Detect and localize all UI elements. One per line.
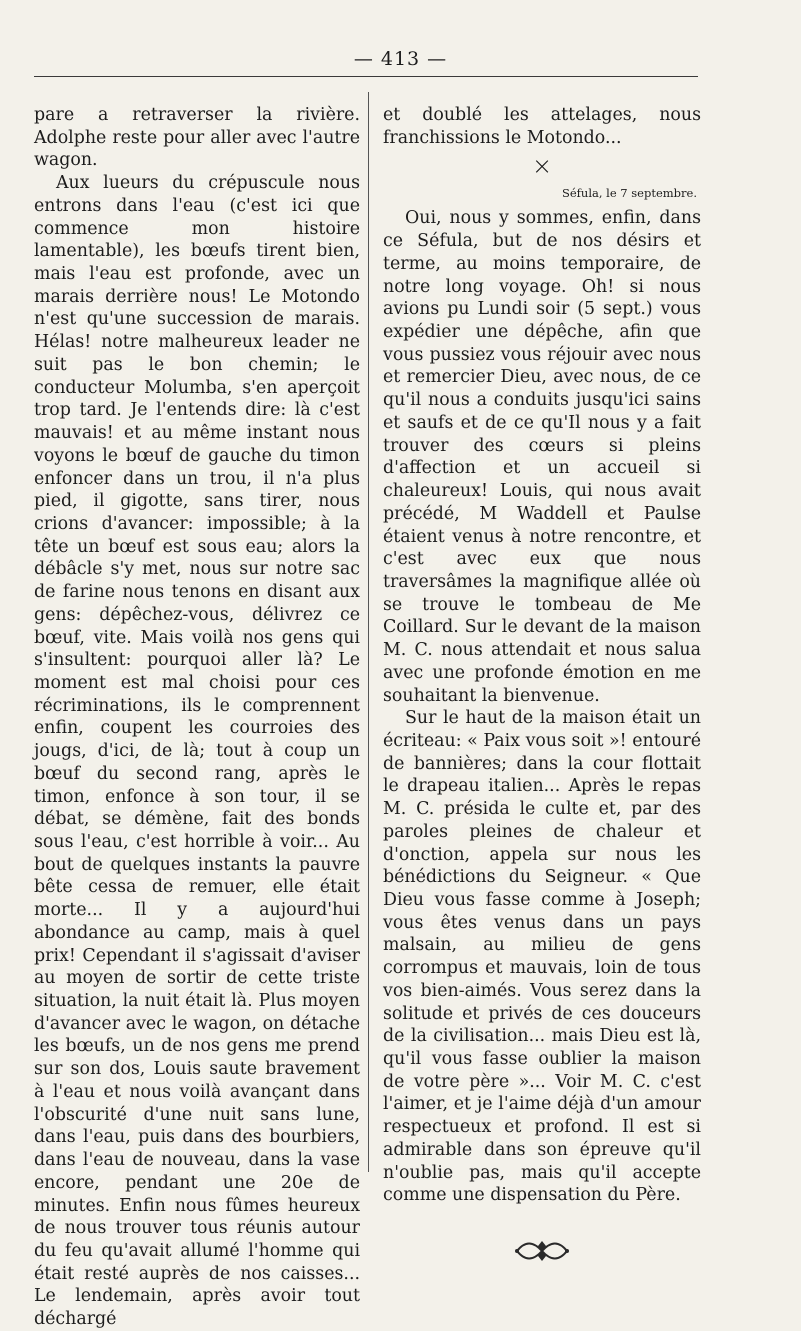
- paragraph: Oui, nous y sommes, enfin, dans ce Séfula, but de nos désirs et terme, au moins temporaire, de notre long voyage. Oh! si nous avions pu Lundi soir (5 sept.) vous expédier une dépêche, afin que vous pussiez vous réjouir avec nous et remercier Dieu, avec nous, de ce qu'il nous a conduits jusqu'ici sains et saufs et de ce qu'Il nous y a fait trouver des cœurs si pleins d'affection et un accueil si chaleureux! Louis, qui nous avait précédé, M Waddell et Paulse étaient venus à notre rencontre, et c'est avec eux que nous traversâmes la magnifique allée où se trouve le tombeau de Me Coillard. Sur le devant de la maison M. C. nous attendait et nous salua avec une profonde émotion en me souhaitant la bienvenue.: [383, 208, 701, 706]
- paragraph: pare a retraverser la rivière. Adolphe reste pour aller avec l'autre wagon.: [34, 105, 360, 171]
- left-column: [34, 104, 360, 1331]
- paragraph: et doublé les attelages, nous franchissions le Motondo...: [383, 105, 701, 148]
- page-number: — 413 —: [353, 48, 448, 70]
- paragraph: Aux lueurs du crépuscule nous entrons dans l'eau (c'est ici que commence mon histoire lamentable), les bœufs tirent bien, mais l'eau est profonde, avec un marais derrière nous! Le Motondo n'est qu'une succession de marais. Hélas! notre malheureux leader ne suit pas le bon chemin; le conducteur Molumba, s'en aperçoit trop tard. Je l'entends dire: là c'est mauvais! et au même instant nous voyons le bœuf de gauche du timon enfoncer dans un trou, il n'a plus pied, il gigotte, sans tirer, nous crions d'avancer: impossible; à la tête un bœuf est sous eau; alors la débâcle s'y met, nous sur notre sac de farine nous tenons en disant aux gens: dépêchez-vous, délivrez ce bœuf, vite. Mais voilà nos gens qui s'insultent: pourquoi aller là? Le moment est mal choisi pour ces récriminations, ils le comprennent enfin, coupent les courroies des jougs, d'ici, de là; tout à coup un bœuf du second rang, après le timon, enfonce à son tour, il se débat, se démène, fait des bonds sous l'eau, c'est horrible à voir... Au bout de quelques instants la pauvre bête cessa de remuer, elle était morte... Il y a aujourd'hui abondance au camp, mais à quel prix! Cependant il s'agissait d'aviser au moyen de sortir de cette triste situation, la nuit était là. Plus moyen d'avancer avec le wagon, on détache les bœufs, un de nos gens me prend sur son dos, Louis saute bravement à l'eau et nous voilà avançant dans l'obscurité d'une nuit sans lune, dans l'eau, puis dans des bourbiers, dans l'eau de nouveau, dans la vase encore, pendant une 20e de minutes. Enfin nous fûmes heureux de nous trouver tous réunis autour du feu qu'avait allumé l'homme qui était resté auprès de nos caisses... Le lendemain, après avoir tout déchargé: [34, 173, 360, 1330]
- section-separator: ×: [531, 152, 553, 181]
- column-divider: [368, 92, 369, 1172]
- fleuron-ornament-icon: [383, 1237, 701, 1267]
- dateline: Séfula, le 7 septembre.: [561, 186, 697, 201]
- right-column: [383, 104, 701, 1267]
- header-rule: [34, 76, 698, 77]
- paragraph: Sur le haut de la maison était un écriteau: « Paix vous soit »! entouré de bannières; dans la cour flottait le drapeau italien... Après le repas M. C. présida le culte et, par des paroles pleines de chaleur et d'onction, appela sur nous les bénédictions du Seigneur. « Que Dieu vous fasse comme à Joseph; vous êtes venus dans un pays malsain, au milieu de gens corrompus et mauvais, loin de tous vos bien-aimés. Vous serez dans la solitude et privés de ces douceurs de la civilisation... mais Dieu est là, qu'il vous fasse oublier la maison de votre père »... Voir M. C. c'est l'aimer, et je l'aime déjà d'un amour respectueux et profond. Il est si admirable dans son épreuve qu'il n'oublie pas, mais qu'il accepte comme une dispensation du Père.: [383, 708, 701, 1206]
